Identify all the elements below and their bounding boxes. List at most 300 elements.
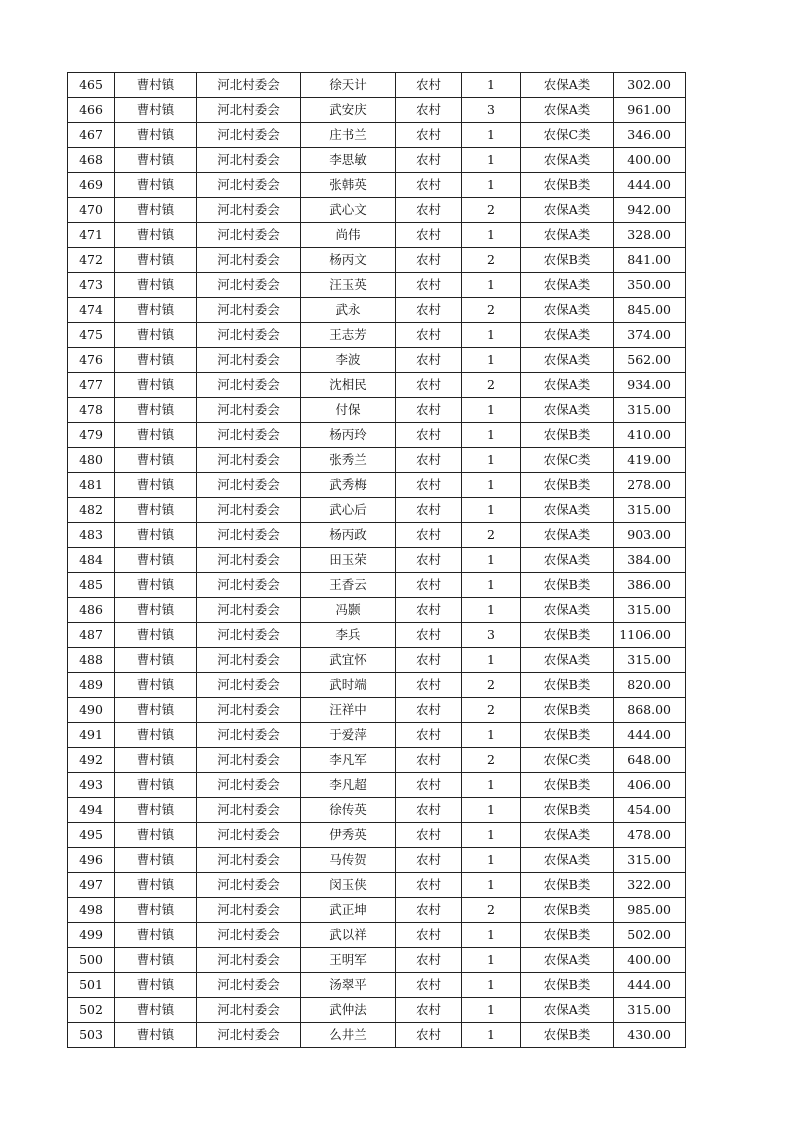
household-type-cell: 农村 <box>396 123 462 148</box>
village-committee-cell: 河北村委会 <box>197 748 301 773</box>
town-cell: 曹村镇 <box>115 673 197 698</box>
row-number-cell: 488 <box>68 648 115 673</box>
village-committee-cell: 河北村委会 <box>197 698 301 723</box>
amount-cell: 322.00 <box>614 873 686 898</box>
village-committee-cell: 河北村委会 <box>197 398 301 423</box>
insurance-category-cell: 农保B类 <box>521 423 614 448</box>
amount-cell: 1106.00 <box>614 623 686 648</box>
amount-cell: 985.00 <box>614 898 686 923</box>
table-row <box>68 198 686 223</box>
household-type-cell: 农村 <box>396 723 462 748</box>
insurance-category-cell: 农保B类 <box>521 248 614 273</box>
row-number-cell: 497 <box>68 873 115 898</box>
person-name-cell: 徐传英 <box>301 798 396 823</box>
town-cell: 曹村镇 <box>115 123 197 148</box>
table-row <box>68 823 686 848</box>
household-size-cell: 1 <box>462 173 521 198</box>
town-cell: 曹村镇 <box>115 848 197 873</box>
table-row <box>68 948 686 973</box>
village-committee-cell: 河北村委会 <box>197 348 301 373</box>
insurance-category-cell: 农保B类 <box>521 773 614 798</box>
amount-cell: 315.00 <box>614 598 686 623</box>
household-type-cell: 农村 <box>396 898 462 923</box>
table-row <box>68 573 686 598</box>
household-type-cell: 农村 <box>396 298 462 323</box>
household-type-cell: 农村 <box>396 973 462 998</box>
amount-cell: 502.00 <box>614 923 686 948</box>
row-number-cell: 491 <box>68 723 115 748</box>
household-type-cell: 农村 <box>396 523 462 548</box>
row-number-cell: 482 <box>68 498 115 523</box>
person-name-cell: 武正坤 <box>301 898 396 923</box>
village-committee-cell: 河北村委会 <box>197 198 301 223</box>
household-type-cell: 农村 <box>396 348 462 373</box>
insurance-category-cell: 农保A类 <box>521 298 614 323</box>
insurance-category-cell: 农保B类 <box>521 623 614 648</box>
household-type-cell: 农村 <box>396 548 462 573</box>
table-row <box>68 898 686 923</box>
town-cell: 曹村镇 <box>115 198 197 223</box>
insurance-category-cell: 农保A类 <box>521 498 614 523</box>
household-size-cell: 1 <box>462 723 521 748</box>
town-cell: 曹村镇 <box>115 423 197 448</box>
table-row <box>68 248 686 273</box>
household-size-cell: 2 <box>462 248 521 273</box>
insurance-category-cell: 农保A类 <box>521 548 614 573</box>
town-cell: 曹村镇 <box>115 323 197 348</box>
row-number-cell: 475 <box>68 323 115 348</box>
household-type-cell: 农村 <box>396 398 462 423</box>
row-number-cell: 465 <box>68 73 115 98</box>
household-type-cell: 农村 <box>396 1023 462 1048</box>
amount-cell: 350.00 <box>614 273 686 298</box>
town-cell: 曹村镇 <box>115 1023 197 1048</box>
household-type-cell: 农村 <box>396 373 462 398</box>
person-name-cell: 田玉荣 <box>301 548 396 573</box>
insurance-category-cell: 农保B类 <box>521 698 614 723</box>
amount-cell: 454.00 <box>614 798 686 823</box>
row-number-cell: 501 <box>68 973 115 998</box>
village-committee-cell: 河北村委会 <box>197 898 301 923</box>
town-cell: 曹村镇 <box>115 98 197 123</box>
household-size-cell: 3 <box>462 98 521 123</box>
row-number-cell: 476 <box>68 348 115 373</box>
household-type-cell: 农村 <box>396 948 462 973</box>
amount-cell: 903.00 <box>614 523 686 548</box>
amount-cell: 961.00 <box>614 98 686 123</box>
town-cell: 曹村镇 <box>115 373 197 398</box>
table-row <box>68 348 686 373</box>
person-name-cell: 李思敏 <box>301 148 396 173</box>
household-size-cell: 1 <box>462 223 521 248</box>
person-name-cell: 尚伟 <box>301 223 396 248</box>
town-cell: 曹村镇 <box>115 273 197 298</box>
amount-cell: 346.00 <box>614 123 686 148</box>
village-committee-cell: 河北村委会 <box>197 223 301 248</box>
person-name-cell: 李凡军 <box>301 748 396 773</box>
row-number-cell: 502 <box>68 998 115 1023</box>
amount-cell: 315.00 <box>614 398 686 423</box>
person-name-cell: 沈相民 <box>301 373 396 398</box>
row-number-cell: 494 <box>68 798 115 823</box>
person-name-cell: 王明军 <box>301 948 396 973</box>
table-row <box>68 473 686 498</box>
insurance-category-cell: 农保A类 <box>521 398 614 423</box>
row-number-cell: 500 <box>68 948 115 973</box>
household-size-cell: 1 <box>462 1023 521 1048</box>
person-name-cell: 李凡超 <box>301 773 396 798</box>
household-size-cell: 1 <box>462 948 521 973</box>
person-name-cell: 李波 <box>301 348 396 373</box>
table-row <box>68 98 686 123</box>
table-row <box>68 748 686 773</box>
household-type-cell: 农村 <box>396 773 462 798</box>
amount-cell: 386.00 <box>614 573 686 598</box>
household-size-cell: 1 <box>462 648 521 673</box>
amount-cell: 315.00 <box>614 498 686 523</box>
insurance-category-cell: 农保B类 <box>521 1023 614 1048</box>
household-size-cell: 1 <box>462 473 521 498</box>
village-committee-cell: 河北村委会 <box>197 273 301 298</box>
amount-cell: 315.00 <box>614 998 686 1023</box>
person-name-cell: 马传贺 <box>301 848 396 873</box>
person-name-cell: 杨丙文 <box>301 248 396 273</box>
row-number-cell: 483 <box>68 523 115 548</box>
table-row <box>68 798 686 823</box>
town-cell: 曹村镇 <box>115 248 197 273</box>
row-number-cell: 492 <box>68 748 115 773</box>
town-cell: 曹村镇 <box>115 448 197 473</box>
insurance-category-cell: 农保B类 <box>521 973 614 998</box>
village-committee-cell: 河北村委会 <box>197 998 301 1023</box>
village-committee-cell: 河北村委会 <box>197 623 301 648</box>
household-size-cell: 2 <box>462 748 521 773</box>
row-number-cell: 473 <box>68 273 115 298</box>
village-committee-cell: 河北村委会 <box>197 448 301 473</box>
town-cell: 曹村镇 <box>115 898 197 923</box>
table-row <box>68 73 686 98</box>
household-size-cell: 1 <box>462 323 521 348</box>
table-row <box>68 373 686 398</box>
village-committee-cell: 河北村委会 <box>197 673 301 698</box>
village-committee-cell: 河北村委会 <box>197 773 301 798</box>
insurance-category-cell: 农保A类 <box>521 198 614 223</box>
person-name-cell: 武永 <box>301 298 396 323</box>
household-size-cell: 2 <box>462 698 521 723</box>
household-type-cell: 农村 <box>396 73 462 98</box>
person-name-cell: 么井兰 <box>301 1023 396 1048</box>
town-cell: 曹村镇 <box>115 223 197 248</box>
table-row <box>68 223 686 248</box>
insurance-category-cell: 农保A类 <box>521 373 614 398</box>
table-row <box>68 998 686 1023</box>
household-type-cell: 农村 <box>396 748 462 773</box>
household-type-cell: 农村 <box>396 848 462 873</box>
town-cell: 曹村镇 <box>115 73 197 98</box>
household-size-cell: 1 <box>462 498 521 523</box>
table-row <box>68 723 686 748</box>
row-number-cell: 466 <box>68 98 115 123</box>
amount-cell: 406.00 <box>614 773 686 798</box>
household-type-cell: 农村 <box>396 673 462 698</box>
household-size-cell: 1 <box>462 423 521 448</box>
person-name-cell: 王香云 <box>301 573 396 598</box>
table-row <box>68 598 686 623</box>
row-number-cell: 468 <box>68 148 115 173</box>
table-row <box>68 848 686 873</box>
table-row <box>68 698 686 723</box>
household-type-cell: 农村 <box>396 798 462 823</box>
amount-cell: 400.00 <box>614 148 686 173</box>
household-type-cell: 农村 <box>396 223 462 248</box>
household-size-cell: 2 <box>462 523 521 548</box>
row-number-cell: 469 <box>68 173 115 198</box>
village-committee-cell: 河北村委会 <box>197 423 301 448</box>
person-name-cell: 李兵 <box>301 623 396 648</box>
town-cell: 曹村镇 <box>115 873 197 898</box>
town-cell: 曹村镇 <box>115 173 197 198</box>
table-row <box>68 1023 686 1048</box>
household-size-cell: 1 <box>462 773 521 798</box>
household-type-cell: 农村 <box>396 498 462 523</box>
insurance-category-cell: 农保B类 <box>521 173 614 198</box>
household-size-cell: 1 <box>462 398 521 423</box>
row-number-cell: 481 <box>68 473 115 498</box>
table-row <box>68 973 686 998</box>
insurance-category-cell: 农保A类 <box>521 948 614 973</box>
town-cell: 曹村镇 <box>115 623 197 648</box>
town-cell: 曹村镇 <box>115 723 197 748</box>
insurance-category-cell: 农保B类 <box>521 873 614 898</box>
insurance-category-cell: 农保A类 <box>521 348 614 373</box>
amount-cell: 278.00 <box>614 473 686 498</box>
person-name-cell: 武秀梅 <box>301 473 396 498</box>
row-number-cell: 480 <box>68 448 115 473</box>
town-cell: 曹村镇 <box>115 473 197 498</box>
person-name-cell: 张秀兰 <box>301 448 396 473</box>
insurance-category-cell: 农保B类 <box>521 923 614 948</box>
town-cell: 曹村镇 <box>115 823 197 848</box>
household-type-cell: 农村 <box>396 98 462 123</box>
amount-cell: 328.00 <box>614 223 686 248</box>
town-cell: 曹村镇 <box>115 998 197 1023</box>
person-name-cell: 王志芳 <box>301 323 396 348</box>
town-cell: 曹村镇 <box>115 748 197 773</box>
amount-cell: 384.00 <box>614 548 686 573</box>
insurance-category-cell: 农保A类 <box>521 148 614 173</box>
household-type-cell: 农村 <box>396 648 462 673</box>
village-committee-cell: 河北村委会 <box>197 648 301 673</box>
village-committee-cell: 河北村委会 <box>197 973 301 998</box>
village-committee-cell: 河北村委会 <box>197 723 301 748</box>
town-cell: 曹村镇 <box>115 298 197 323</box>
household-type-cell: 农村 <box>396 823 462 848</box>
person-name-cell: 杨丙玲 <box>301 423 396 448</box>
amount-cell: 400.00 <box>614 948 686 973</box>
row-number-cell: 479 <box>68 423 115 448</box>
amount-cell: 444.00 <box>614 973 686 998</box>
household-size-cell: 1 <box>462 273 521 298</box>
insurance-category-cell: 农保A类 <box>521 648 614 673</box>
insurance-category-cell: 农保A类 <box>521 848 614 873</box>
amount-cell: 562.00 <box>614 348 686 373</box>
household-size-cell: 1 <box>462 148 521 173</box>
table-row <box>68 423 686 448</box>
row-number-cell: 478 <box>68 398 115 423</box>
household-size-cell: 1 <box>462 973 521 998</box>
amount-cell: 820.00 <box>614 673 686 698</box>
insurance-category-cell: 农保B类 <box>521 673 614 698</box>
household-type-cell: 农村 <box>396 573 462 598</box>
row-number-cell: 470 <box>68 198 115 223</box>
household-size-cell: 2 <box>462 198 521 223</box>
amount-cell: 868.00 <box>614 698 686 723</box>
household-size-cell: 1 <box>462 998 521 1023</box>
household-type-cell: 农村 <box>396 273 462 298</box>
insurance-category-cell: 农保B类 <box>521 898 614 923</box>
table-row <box>68 773 686 798</box>
table-row <box>68 623 686 648</box>
person-name-cell: 武以祥 <box>301 923 396 948</box>
row-number-cell: 503 <box>68 1023 115 1048</box>
household-size-cell: 1 <box>462 448 521 473</box>
household-type-cell: 农村 <box>396 198 462 223</box>
insurance-category-cell: 农保B类 <box>521 573 614 598</box>
town-cell: 曹村镇 <box>115 148 197 173</box>
person-name-cell: 冯颢 <box>301 598 396 623</box>
household-size-cell: 3 <box>462 623 521 648</box>
amount-cell: 315.00 <box>614 848 686 873</box>
person-name-cell: 于爱萍 <box>301 723 396 748</box>
person-name-cell: 武心后 <box>301 498 396 523</box>
household-type-cell: 农村 <box>396 323 462 348</box>
village-committee-cell: 河北村委会 <box>197 1023 301 1048</box>
town-cell: 曹村镇 <box>115 923 197 948</box>
household-size-cell: 2 <box>462 373 521 398</box>
amount-cell: 419.00 <box>614 448 686 473</box>
village-committee-cell: 河北村委会 <box>197 298 301 323</box>
row-number-cell: 485 <box>68 573 115 598</box>
household-size-cell: 1 <box>462 823 521 848</box>
person-name-cell: 武心文 <box>301 198 396 223</box>
table-row <box>68 123 686 148</box>
village-committee-cell: 河北村委会 <box>197 373 301 398</box>
household-type-cell: 农村 <box>396 698 462 723</box>
village-committee-cell: 河北村委会 <box>197 98 301 123</box>
town-cell: 曹村镇 <box>115 698 197 723</box>
subsidy-table <box>67 72 686 1048</box>
table-row <box>68 398 686 423</box>
household-type-cell: 农村 <box>396 598 462 623</box>
amount-cell: 374.00 <box>614 323 686 348</box>
row-number-cell: 484 <box>68 548 115 573</box>
insurance-category-cell: 农保A类 <box>521 323 614 348</box>
row-number-cell: 471 <box>68 223 115 248</box>
row-number-cell: 486 <box>68 598 115 623</box>
amount-cell: 410.00 <box>614 423 686 448</box>
table-row <box>68 873 686 898</box>
town-cell: 曹村镇 <box>115 598 197 623</box>
household-type-cell: 农村 <box>396 448 462 473</box>
village-committee-cell: 河北村委会 <box>197 248 301 273</box>
insurance-category-cell: 农保C类 <box>521 748 614 773</box>
insurance-category-cell: 农保C类 <box>521 123 614 148</box>
insurance-category-cell: 农保A类 <box>521 73 614 98</box>
household-size-cell: 1 <box>462 348 521 373</box>
row-number-cell: 487 <box>68 623 115 648</box>
household-size-cell: 1 <box>462 573 521 598</box>
person-name-cell: 杨丙政 <box>301 523 396 548</box>
row-number-cell: 472 <box>68 248 115 273</box>
row-number-cell: 489 <box>68 673 115 698</box>
village-committee-cell: 河北村委会 <box>197 873 301 898</box>
insurance-category-cell: 农保A类 <box>521 223 614 248</box>
person-name-cell: 武安庆 <box>301 98 396 123</box>
town-cell: 曹村镇 <box>115 773 197 798</box>
amount-cell: 841.00 <box>614 248 686 273</box>
village-committee-cell: 河北村委会 <box>197 948 301 973</box>
town-cell: 曹村镇 <box>115 573 197 598</box>
household-type-cell: 农村 <box>396 248 462 273</box>
row-number-cell: 490 <box>68 698 115 723</box>
insurance-category-cell: 农保A类 <box>521 598 614 623</box>
table-row <box>68 498 686 523</box>
household-size-cell: 1 <box>462 73 521 98</box>
insurance-category-cell: 农保C类 <box>521 448 614 473</box>
row-number-cell: 495 <box>68 823 115 848</box>
household-size-cell: 1 <box>462 798 521 823</box>
town-cell: 曹村镇 <box>115 548 197 573</box>
household-size-cell: 2 <box>462 298 521 323</box>
village-committee-cell: 河北村委会 <box>197 123 301 148</box>
household-size-cell: 1 <box>462 848 521 873</box>
household-type-cell: 农村 <box>396 473 462 498</box>
amount-cell: 942.00 <box>614 198 686 223</box>
table-row <box>68 548 686 573</box>
insurance-category-cell: 农保A类 <box>521 273 614 298</box>
village-committee-cell: 河北村委会 <box>197 598 301 623</box>
insurance-category-cell: 农保B类 <box>521 473 614 498</box>
village-committee-cell: 河北村委会 <box>197 498 301 523</box>
household-size-cell: 1 <box>462 123 521 148</box>
table-row <box>68 173 686 198</box>
amount-cell: 444.00 <box>614 173 686 198</box>
amount-cell: 302.00 <box>614 73 686 98</box>
village-committee-cell: 河北村委会 <box>197 323 301 348</box>
insurance-category-cell: 农保A类 <box>521 523 614 548</box>
household-size-cell: 1 <box>462 923 521 948</box>
village-committee-cell: 河北村委会 <box>197 173 301 198</box>
table-row <box>68 448 686 473</box>
town-cell: 曹村镇 <box>115 648 197 673</box>
village-committee-cell: 河北村委会 <box>197 573 301 598</box>
row-number-cell: 467 <box>68 123 115 148</box>
table-row <box>68 673 686 698</box>
row-number-cell: 493 <box>68 773 115 798</box>
row-number-cell: 477 <box>68 373 115 398</box>
person-name-cell: 武宜怀 <box>301 648 396 673</box>
village-committee-cell: 河北村委会 <box>197 548 301 573</box>
amount-cell: 430.00 <box>614 1023 686 1048</box>
household-type-cell: 农村 <box>396 998 462 1023</box>
amount-cell: 934.00 <box>614 373 686 398</box>
table-row <box>68 523 686 548</box>
household-type-cell: 农村 <box>396 623 462 648</box>
amount-cell: 478.00 <box>614 823 686 848</box>
person-name-cell: 汪祥中 <box>301 698 396 723</box>
insurance-category-cell: 农保B类 <box>521 798 614 823</box>
row-number-cell: 496 <box>68 848 115 873</box>
